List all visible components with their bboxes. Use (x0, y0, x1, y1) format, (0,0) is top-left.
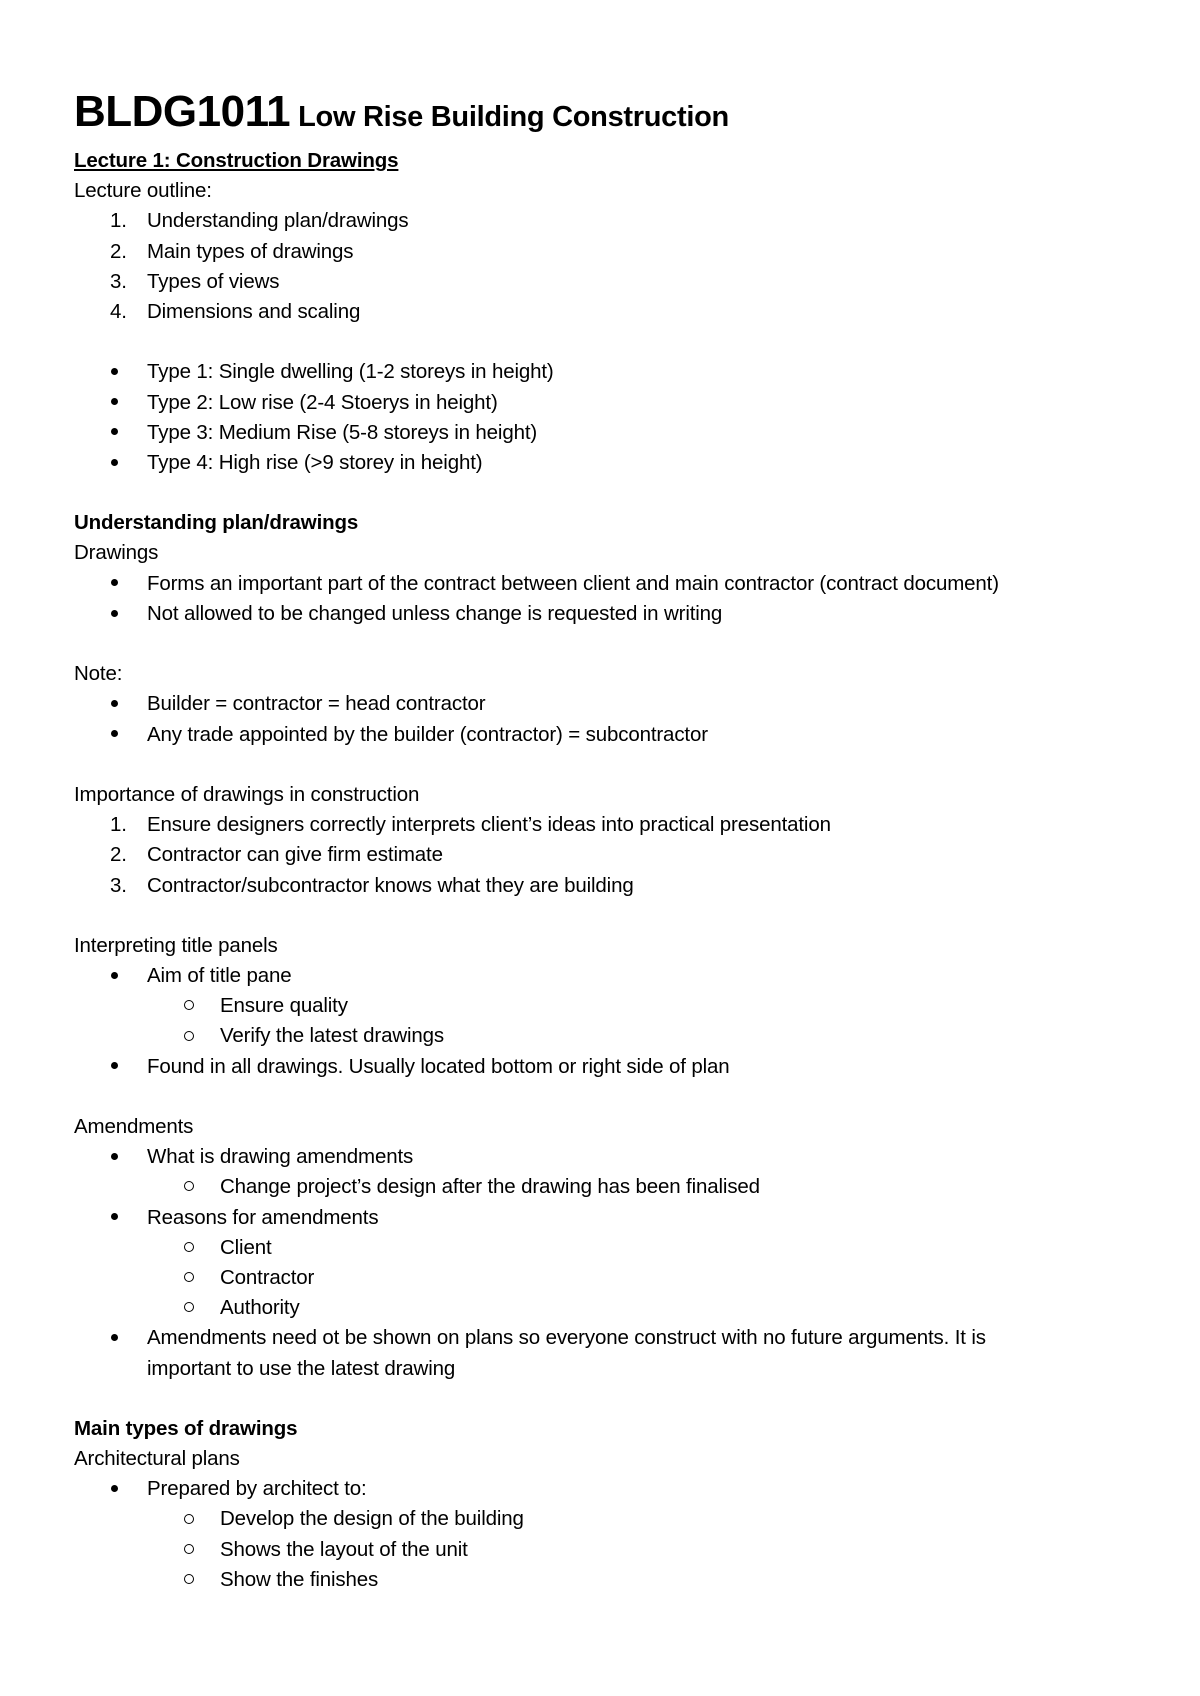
sub-list-item: Change project’s design after the drawing has been finalised (74, 1172, 1134, 1202)
bullet-icon (111, 1203, 131, 1233)
list-item: Type 1: Single dwelling (1-2 storeys in height) (74, 357, 1134, 387)
section-subheading: Drawings (74, 541, 159, 565)
section-subheading: Importance of drawings in construction (74, 782, 420, 806)
sub-list-item: Contractor (74, 1263, 1134, 1293)
bullet-icon (111, 1052, 131, 1082)
list-item-continuation: important to use the latest drawing (147, 1356, 456, 1380)
list-item: 2. Contractor can give firm estimate (110, 843, 443, 867)
circle-bullet-icon (184, 1172, 204, 1202)
circle-bullet-icon (184, 1293, 204, 1323)
list-item: Type 3: Medium Rise (5-8 storeys in height) (74, 418, 1134, 448)
document-title (74, 78, 1134, 146)
circle-bullet-icon (184, 1565, 204, 1595)
section-heading: Main types of drawings (74, 1416, 298, 1440)
note-label: Note: (74, 662, 123, 686)
bullet-icon (111, 357, 131, 387)
bullet-icon (111, 388, 131, 418)
circle-bullet-icon (184, 1021, 204, 1051)
course-code: BLDG1011 (74, 87, 291, 136)
bullet-icon (111, 1474, 131, 1504)
list-item: Not allowed to be changed unless change is requested in writing (74, 599, 1134, 629)
circle-bullet-icon (184, 991, 204, 1021)
circle-bullet-icon (184, 1504, 204, 1534)
bullet-icon (111, 448, 131, 478)
list-item: Type 4: High rise (>9 storey in height) (74, 448, 1134, 478)
section-subheading: Architectural plans (74, 1447, 240, 1471)
outline-label: Lecture outline: (74, 179, 212, 203)
lecture-heading: Lecture 1: Construction Drawings (74, 149, 399, 172)
list-item: Type 2: Low rise (2-4 Stoerys in height) (74, 388, 1134, 418)
sub-list-item: Shows the layout of the unit (74, 1535, 1134, 1565)
sub-list-item: Ensure quality (74, 991, 1134, 1021)
section-subheading: Amendments (74, 1115, 194, 1138)
bullet-icon (111, 1142, 131, 1172)
bullet-icon (111, 418, 131, 448)
list-item: 4. Dimensions and scaling (110, 299, 361, 323)
list-item: 3. Types of views (110, 269, 280, 293)
bullet-icon (111, 689, 131, 719)
list-item: Forms an important part of the contract between client and main contractor (contract document) (74, 569, 1134, 599)
list-item: 3. Contractor/subcontractor knows what they are building (110, 873, 634, 897)
bullet-icon (111, 599, 131, 629)
list-item: 2. Main types of drawings (110, 239, 354, 263)
list-item: What is drawing amendments (74, 1142, 1134, 1172)
document-page (74, 78, 1134, 1595)
circle-bullet-icon (184, 1535, 204, 1565)
list-item: Builder = contractor = head contractor (74, 689, 1134, 719)
list-item: 1. Ensure designers correctly interprets client’s ideas into practical presentation (110, 813, 831, 837)
bullet-icon (111, 569, 131, 599)
sub-list-item: Show the finishes (74, 1565, 1134, 1595)
bullet-icon (111, 1323, 131, 1353)
circle-bullet-icon (184, 1263, 204, 1293)
course-name: Low Rise Building Construction (298, 101, 729, 133)
sub-list-item: Develop the design of the building (74, 1504, 1134, 1534)
section-heading: Understanding plan/drawings (74, 511, 359, 535)
bullet-icon (111, 720, 131, 750)
bullet-icon (111, 961, 131, 991)
list-item: Found in all drawings. Usually located bottom or right side of plan (74, 1052, 1134, 1082)
list-item: Any trade appointed by the builder (contractor) = subcontractor (74, 720, 1134, 750)
list-item: Reasons for amendments (74, 1203, 1134, 1233)
sub-list-item: Verify the latest drawings (74, 1021, 1134, 1051)
list-item: Prepared by architect to: (74, 1474, 1134, 1504)
list-item: Amendments need ot be shown on plans so everyone construct with no future arguments. It is (74, 1323, 1134, 1353)
circle-bullet-icon (184, 1233, 204, 1263)
sub-list-item: Authority (74, 1293, 1134, 1323)
list-item: Aim of title pane (74, 961, 1134, 991)
sub-list-item: Client (74, 1233, 1134, 1263)
section-subheading: Interpreting title panels (74, 933, 278, 957)
list-item: 1. Understanding plan/drawings (110, 209, 409, 233)
